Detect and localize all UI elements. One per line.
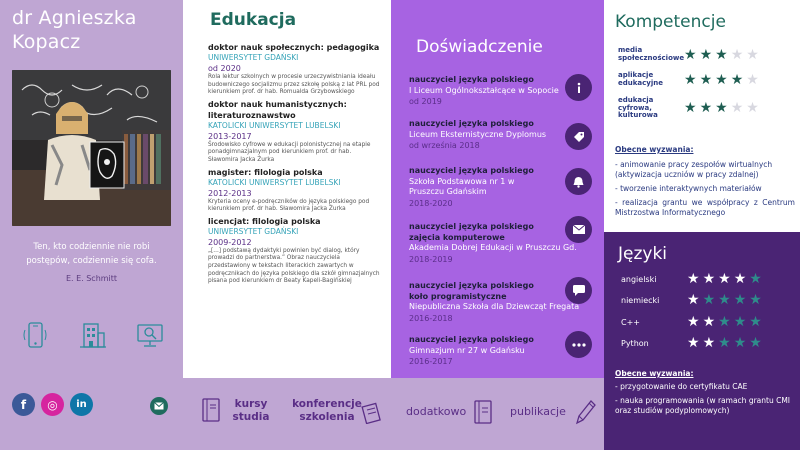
star-empty-icon: ★ — [733, 335, 747, 351]
language-name: niemiecki — [621, 295, 660, 305]
education-item — [208, 167, 381, 214]
star-empty-icon: ★ — [718, 314, 731, 330]
social-links — [12, 393, 93, 416]
star-filled-icon: ★ — [715, 71, 728, 88]
education-section — [183, 0, 391, 378]
language-name: angielski — [621, 274, 657, 284]
education-item — [208, 42, 381, 97]
languages-section — [604, 232, 800, 450]
edu-university: KATOLICKI UNIWERSYTET LUBELSKI — [208, 177, 341, 187]
exp-role: nauczyciel języka polskiego zajęcia komputerowe — [409, 222, 534, 242]
star-filled-icon: ★ — [730, 71, 744, 88]
language-row — [621, 315, 796, 329]
publications-link[interactable]: publikacje — [510, 405, 566, 418]
edu-year: od 2020 — [208, 64, 241, 73]
edu-university: KATOLICKI UNIWERSYTET LUBELSKI — [208, 120, 341, 130]
challenge-item: - realizacja grantu we współpracy z Centrum Mistrzostwa Informatycznego — [615, 198, 795, 217]
challenges-list — [615, 160, 795, 222]
bell-icon[interactable] — [565, 168, 592, 195]
exp-org: I Liceum Ogólnokształcące w Sopocie — [409, 85, 559, 95]
experience-section — [391, 0, 604, 378]
language-name: Python — [621, 338, 649, 348]
star-filled-icon: ★ — [733, 271, 747, 287]
exp-role: nauczyciel języka polskiego — [409, 119, 534, 128]
exp-date: 2016-2017 — [409, 357, 453, 366]
chat-icon[interactable] — [565, 277, 592, 304]
tag-icon[interactable] — [565, 123, 592, 150]
language-challenges-title: Obecne wyzwania: — [615, 369, 694, 378]
quote-text: Ten, kto codziennie nie robi postępów, codziennie się cofa. — [26, 242, 157, 266]
exp-org: Liceum Eksternistyczne Dyplomus — [409, 129, 547, 139]
exp-role: nauczyciel języka polskiego — [409, 166, 534, 175]
exp-date: od 2019 — [409, 97, 442, 106]
edu-year: 2012-2013 — [208, 188, 252, 198]
computer-search-icon[interactable] — [135, 320, 165, 350]
star-filled-icon: ★ — [702, 314, 716, 330]
challenges-title: Obecne wyzwania: — [615, 145, 694, 154]
linkedin-icon[interactable]: in — [70, 393, 93, 416]
exp-date: od września 2018 — [409, 141, 480, 150]
star-filled-icon: ★ — [718, 271, 731, 287]
edu-year: 2013-2017 — [208, 131, 252, 141]
last-name: Kopacz — [12, 31, 81, 53]
language-rating — [687, 293, 762, 307]
language-rating — [687, 336, 762, 350]
competences-title: Kompetencje — [615, 12, 726, 32]
star-empty-icon: ★ — [702, 292, 716, 308]
education-item — [208, 99, 381, 165]
pencil-icon — [573, 398, 597, 426]
experience-title: Doświadczenie — [416, 37, 543, 57]
edu-university: UNIWERSYTET GDAŃSKI — [208, 53, 299, 62]
language-row — [621, 293, 796, 307]
star-filled-icon: ★ — [699, 46, 713, 63]
language-row — [621, 272, 796, 286]
edu-description: Rola lektur szkolnych w procesie urzeczywistniania ideału budowniczego socjalizmu przez szkołę polską z lat PRL pod kierunkiem prof. dr hab. Romualda Grzybowskiego — [208, 74, 380, 96]
skill-row — [618, 47, 798, 62]
extras-link[interactable]: dodatkowo — [406, 405, 467, 418]
challenge-item: - przygotowanie do certyfikatu CAE — [615, 382, 748, 391]
language-row — [621, 336, 796, 350]
star-empty-icon: ★ — [749, 335, 762, 351]
exp-role: nauczyciel języka polskiego koło programistyczne — [409, 281, 534, 301]
envelope-icon[interactable] — [565, 216, 592, 243]
language-name: C++ — [621, 317, 640, 327]
star-filled-icon: ★ — [684, 46, 697, 63]
quote-author: E. E. Schmitt — [65, 274, 118, 283]
star-filled-icon: ★ — [687, 335, 700, 351]
star-filled-icon: ★ — [702, 271, 716, 287]
skill-row — [618, 97, 798, 120]
star-filled-icon: ★ — [702, 335, 716, 351]
star-empty-icon: ★ — [733, 314, 747, 330]
skill-name: edukacja cyfrowa, kulturowa — [618, 96, 658, 119]
profile-photo — [12, 70, 171, 226]
edu-description: Środowisko cyfrowe w edukacji polonistycznej na etapie ponadgimnazjalnym pod kierunkiem prof. dr hab. Sławomira Jacka Żurka — [208, 141, 371, 163]
star-empty-icon: ★ — [718, 292, 731, 308]
profile-name — [12, 6, 137, 54]
star-filled-icon: ★ — [699, 71, 713, 88]
education-list — [208, 42, 381, 288]
star-empty-icon: ★ — [730, 46, 744, 63]
exp-org: Gimnazjum nr 27 w Gdańsku — [409, 345, 525, 355]
star-empty-icon: ★ — [749, 314, 762, 330]
skill-row — [618, 72, 798, 87]
education-title: Edukacja — [210, 10, 297, 30]
edu-description: Kryteria oceny e-podręczników do języka polskiego pod kierunkiem prof. dr hab. Sławomira Jacka Żurka — [208, 198, 370, 213]
courses-link[interactable]: kursy studia — [232, 398, 270, 423]
extras-publications-bar — [391, 378, 604, 450]
challenge-item: - nauka programowania (w ramach grantu CMI oraz studiów podyplomowych) — [615, 396, 791, 415]
edu-degree: magister: filologia polska — [208, 167, 323, 177]
conferences-link[interactable]: konferencje szkolenia — [292, 398, 362, 423]
skill-rating — [684, 101, 759, 115]
exp-role: nauczyciel języka polskiego — [409, 75, 534, 84]
edu-year: 2009-2012 — [208, 237, 252, 247]
star-empty-icon: ★ — [749, 271, 762, 287]
star-filled-icon: ★ — [715, 46, 728, 63]
profile-panel — [0, 0, 183, 450]
exp-org: Akademia Dobrej Edukacji w Pruszczu Gd. — [409, 243, 577, 252]
star-empty-icon: ★ — [749, 292, 762, 308]
star-empty-icon: ★ — [733, 292, 747, 308]
first-name: dr Agnieszka — [12, 7, 137, 29]
mail-icon[interactable] — [150, 397, 168, 415]
edu-degree: licencjat: filologia polska — [208, 216, 321, 226]
profile-icons — [20, 320, 165, 350]
building-icon[interactable] — [78, 320, 108, 350]
star-empty-icon: ★ — [746, 100, 759, 117]
skill-name: aplikacje edukacyjne — [618, 71, 663, 87]
exp-date: 2018-2020 — [409, 198, 453, 208]
more-icon[interactable] — [565, 331, 592, 358]
star-empty-icon: ★ — [746, 71, 759, 88]
star-filled-icon: ★ — [684, 71, 697, 88]
competences-section — [604, 0, 800, 232]
star-filled-icon: ★ — [715, 100, 728, 117]
star-filled-icon: ★ — [699, 100, 713, 117]
notebook-icon — [361, 402, 381, 424]
edu-degree: doktor nauk humanistycznych: literaturoznawstwo — [208, 99, 347, 120]
exp-org: Szkoła Podstawowa nr 1 w Pruszczu Gdańskim — [409, 176, 515, 196]
star-empty-icon: ★ — [718, 335, 731, 351]
challenge-item: - animowanie pracy zespołów wirtualnych (aktywizacja uczniów w pracy zdalnej) — [615, 160, 773, 179]
languages-title: Języki — [618, 244, 668, 264]
language-rating — [687, 272, 762, 286]
star-filled-icon: ★ — [684, 100, 697, 117]
edu-description: „[...] podstawą dydaktyki powinien być dialog, który prowadzi do partnerstwa.” Obraz nauczyciela przedstawiony w tekstach literackich zawartych w podręcznikach do języka polskiego dla szkół gimnazjalnych pisana pod kierunkiem dr Beaty Kapeli-Bagińskiej — [208, 247, 380, 285]
courses-conferences-bar — [183, 378, 391, 450]
book-icon — [202, 398, 220, 422]
language-rating — [687, 315, 762, 329]
facebook-icon[interactable]: f — [12, 393, 35, 416]
exp-role: nauczyciel języka polskiego — [409, 335, 534, 344]
edu-degree: doktor nauk społecznych: pedagogika — [208, 43, 380, 52]
edu-university: UNIWERSYTET GDAŃSKI — [208, 226, 299, 236]
exp-date: 2016-2018 — [409, 313, 453, 323]
star-filled-icon: ★ — [687, 314, 700, 330]
notebook-icon — [473, 400, 493, 424]
language-challenges-list — [615, 382, 797, 420]
instagram-icon[interactable]: ◎ — [41, 393, 64, 416]
phone-icon[interactable] — [20, 320, 50, 350]
exp-org: Niepubliczna Szkoła dla Dziewcząt Fregata — [409, 302, 580, 311]
info-icon[interactable] — [565, 74, 592, 101]
skill-rating — [684, 48, 759, 62]
challenge-item: - tworzenie interaktywnych materiałów — [615, 184, 762, 193]
skill-rating — [684, 73, 759, 87]
star-filled-icon: ★ — [687, 292, 700, 308]
exp-date: 2018-2019 — [409, 254, 453, 264]
star-empty-icon: ★ — [746, 46, 759, 63]
star-filled-icon: ★ — [687, 271, 700, 287]
skill-name: media społecznościowe — [618, 46, 685, 62]
star-empty-icon: ★ — [730, 100, 744, 117]
education-item — [208, 216, 381, 286]
